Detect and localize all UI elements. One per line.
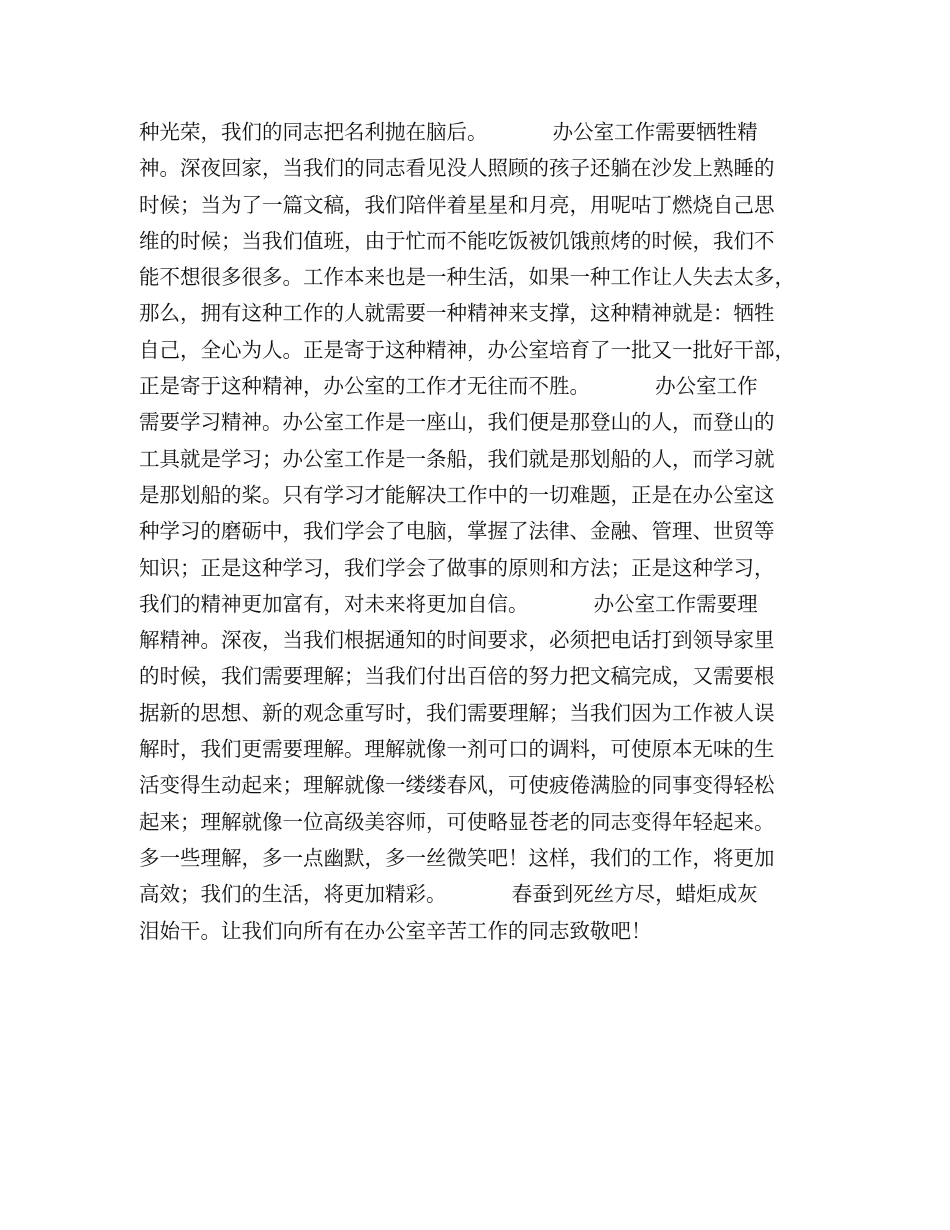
text-line: 神。深夜回家，当我们的同志看见没人照顾的孩子还躺在沙发上熟睡的 — [139, 156, 775, 181]
text-line: 种光荣，我们的同志把名利抛在脑后。 办公室工作需要牺牲精 — [139, 120, 758, 144]
body-text — [139, 114, 829, 949]
text-line: 多一些理解，多一点幽默，多一丝微笑吧！这样，我们的工作，将更加 — [139, 845, 775, 870]
text-line: 时候；当为了一篇文稿，我们陪伴着星星和月亮，用呢咕丁燃烧自己思 — [139, 192, 775, 217]
text-line: 需要学习精神。办公室工作是一座山，我们便是那登山的人，而登山的 — [139, 410, 775, 435]
text-line: 能不想很多很多。工作本来也是一种生活，如果一种工作让人失去太多， — [139, 265, 795, 290]
text-line: 是那划船的桨。只有学习才能解决工作中的一切难题，正是在办公室这 — [139, 482, 775, 507]
text-line: 活变得生动起来；理解就像一缕缕春风，可使疲倦满脸的同事变得轻松 — [139, 773, 775, 798]
text-line: 泪始干。让我们向所有在办公室辛苦工作的同志致敬吧！ — [139, 918, 652, 943]
text-line: 正是寄于这种精神，办公室的工作才无往而不胜。 办公室工作 — [139, 374, 758, 399]
text-line: 据新的思想、新的观念重写时，我们需要理解；当我们因为工作被人误 — [139, 700, 775, 725]
text-line: 种学习的磨砺中，我们学会了电脑，掌握了法律、金融、管理、世贸等 — [139, 519, 775, 544]
text-line: 工具就是学习；办公室工作是一条船，我们就是那划船的人，而学习就 — [139, 446, 775, 471]
text-line: 那么，拥有这种工作的人就需要一种精神来支撑，这种精神就是：牺牲 — [139, 301, 775, 326]
text-line: 起来；理解就像一位高级美容师，可使略显苍老的同志变得年轻起来。 — [139, 809, 775, 834]
text-line: 解精神。深夜，当我们根据通知的时间要求，必须把电话打到领导家里 — [139, 628, 775, 653]
text-line: 知识；正是这种学习，我们学会了做事的原则和方法；正是这种学习， — [139, 555, 775, 580]
text-line: 我们的精神更加富有，对未来将更加自信。 办公室工作需要理 — [139, 591, 758, 616]
text-line: 的时候，我们需要理解；当我们付出百倍的努力把文稿完成，又需要根 — [139, 664, 775, 689]
text-line: 维的时候；当我们值班，由于忙而不能吃饭被饥饿煎烤的时候，我们不 — [139, 228, 775, 253]
text-line: 高效；我们的生活，将更加精彩。 春蚕到死丝方尽，蜡炬成灰 — [139, 882, 758, 907]
text-line: 解时，我们更需要理解。理解就像一剂可口的调料，可使原本无味的生 — [139, 737, 775, 762]
text-line: 自己，全心为人。正是寄于这种精神，办公室培育了一批又一批好干部， — [139, 337, 795, 362]
